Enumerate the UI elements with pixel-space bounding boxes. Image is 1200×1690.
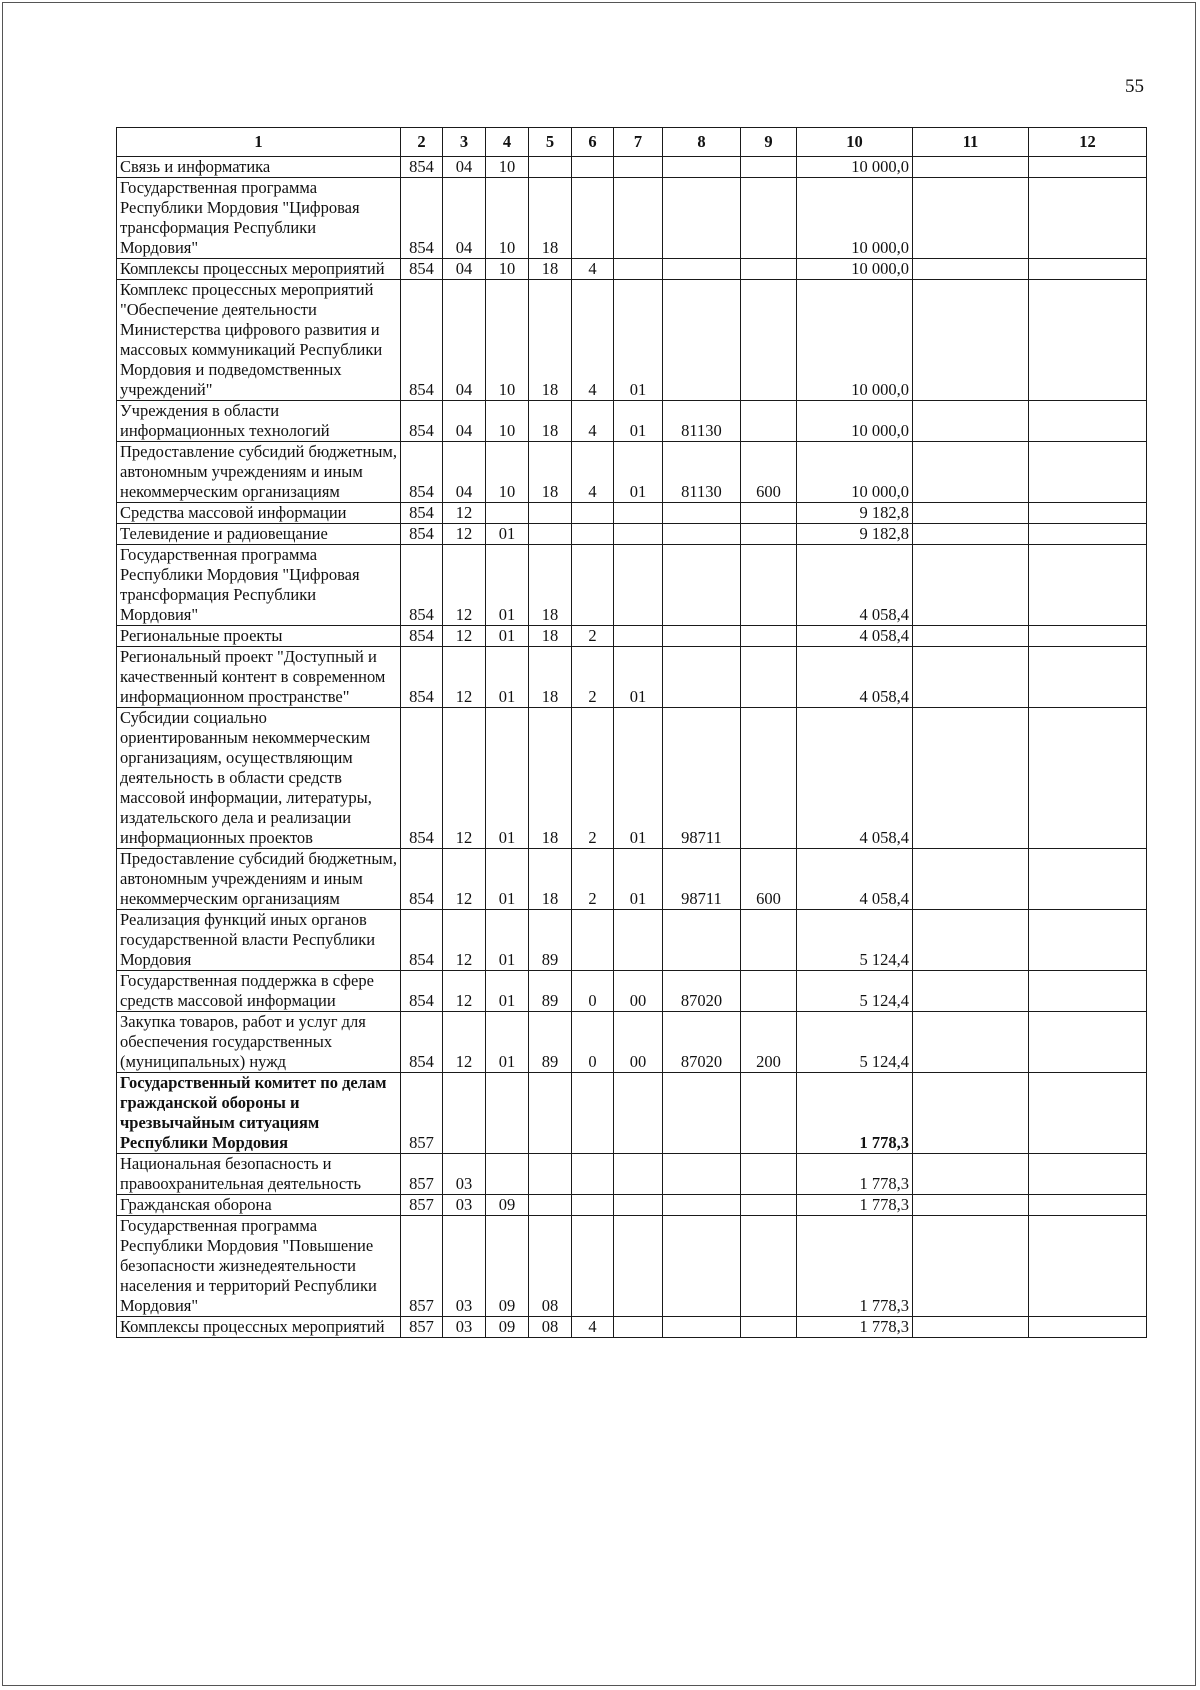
row-cell-c8	[663, 545, 741, 626]
row-cell-c8	[663, 280, 741, 401]
row-cell-c4	[486, 1154, 529, 1195]
row-name: Государственная программа Республики Мордовия "Цифровая трансформация Республики Мордовия"	[117, 545, 401, 626]
row-name: Предоставление субсидий бюджетным, автономным учреждениям и иным некоммерческим организациям	[117, 442, 401, 503]
row-cell-c12	[1029, 503, 1147, 524]
header-cell: 4	[486, 128, 529, 157]
row-cell-c2: 854	[401, 647, 443, 708]
row-cell-c6	[572, 910, 614, 971]
row-cell-c10: 4 058,4	[797, 626, 913, 647]
row-cell-c8	[663, 1195, 741, 1216]
row-cell-c8: 87020	[663, 971, 741, 1012]
table-row	[117, 178, 1147, 259]
row-cell-c4: 01	[486, 545, 529, 626]
row-cell-c9	[741, 524, 797, 545]
row-cell-c5	[529, 157, 572, 178]
row-cell-c5: 89	[529, 1012, 572, 1073]
row-cell-c10: 4 058,4	[797, 545, 913, 626]
row-cell-c2: 854	[401, 626, 443, 647]
row-cell-c9	[741, 708, 797, 849]
row-cell-c12	[1029, 280, 1147, 401]
row-cell-c2: 854	[401, 157, 443, 178]
row-cell-c8	[663, 524, 741, 545]
row-cell-c12	[1029, 545, 1147, 626]
row-cell-c5: 18	[529, 647, 572, 708]
row-cell-c6: 4	[572, 259, 614, 280]
row-cell-c12	[1029, 971, 1147, 1012]
row-cell-c5: 18	[529, 708, 572, 849]
row-cell-c6: 0	[572, 1012, 614, 1073]
row-cell-c3: 03	[443, 1154, 486, 1195]
row-cell-c6	[572, 1154, 614, 1195]
row-cell-c4: 01	[486, 971, 529, 1012]
row-cell-c12	[1029, 524, 1147, 545]
row-cell-c4: 09	[486, 1317, 529, 1338]
row-cell-c10: 5 124,4	[797, 1012, 913, 1073]
row-cell-c4: 01	[486, 708, 529, 849]
row-cell-c5: 89	[529, 971, 572, 1012]
row-cell-c10: 10 000,0	[797, 442, 913, 503]
row-cell-c5: 89	[529, 910, 572, 971]
row-cell-c9	[741, 280, 797, 401]
row-cell-c7	[614, 524, 663, 545]
row-cell-c11	[913, 1073, 1029, 1154]
row-cell-c5: 18	[529, 442, 572, 503]
row-cell-c3: 12	[443, 910, 486, 971]
row-cell-c8	[663, 626, 741, 647]
row-cell-c10: 4 058,4	[797, 647, 913, 708]
row-cell-c11	[913, 910, 1029, 971]
budget-table	[116, 127, 1147, 1338]
row-name: Комплексы процессных мероприятий	[117, 1317, 401, 1338]
row-cell-c11	[913, 503, 1029, 524]
row-cell-c11	[913, 524, 1029, 545]
row-cell-c3: 03	[443, 1195, 486, 1216]
header-cell: 3	[443, 128, 486, 157]
row-cell-c4: 01	[486, 910, 529, 971]
row-cell-c8: 87020	[663, 1012, 741, 1073]
row-cell-c8	[663, 1154, 741, 1195]
row-cell-c12	[1029, 1012, 1147, 1073]
row-name: Комплексы процессных мероприятий	[117, 259, 401, 280]
table-row	[117, 1073, 1147, 1154]
row-name: Предоставление субсидий бюджетным, автономным учреждениям и иным некоммерческим организациям	[117, 849, 401, 910]
row-cell-c8: 81130	[663, 401, 741, 442]
header-cell: 9	[741, 128, 797, 157]
row-cell-c10: 4 058,4	[797, 849, 913, 910]
row-cell-c5: 18	[529, 401, 572, 442]
row-cell-c4: 01	[486, 647, 529, 708]
row-cell-c9	[741, 401, 797, 442]
row-cell-c11	[913, 626, 1029, 647]
row-cell-c12	[1029, 1154, 1147, 1195]
row-cell-c7	[614, 910, 663, 971]
row-cell-c6: 4	[572, 1317, 614, 1338]
row-cell-c4: 10	[486, 401, 529, 442]
row-name: Средства массовой информации	[117, 503, 401, 524]
row-cell-c4: 10	[486, 280, 529, 401]
row-name: Реализация функций иных органов государственной власти Республики Мордовия	[117, 910, 401, 971]
row-cell-c11	[913, 1216, 1029, 1317]
row-cell-c7	[614, 1195, 663, 1216]
row-cell-c2: 854	[401, 401, 443, 442]
row-cell-c2: 854	[401, 442, 443, 503]
row-cell-c9: 600	[741, 849, 797, 910]
row-cell-c6	[572, 178, 614, 259]
row-cell-c2: 854	[401, 178, 443, 259]
row-cell-c10: 5 124,4	[797, 910, 913, 971]
row-cell-c7	[614, 157, 663, 178]
row-cell-c5	[529, 1195, 572, 1216]
row-cell-c3: 04	[443, 280, 486, 401]
row-cell-c11	[913, 401, 1029, 442]
row-name: Государственный комитет по делам гражданской обороны и чрезвычайным ситуациям Республики Мордовия	[117, 1073, 401, 1154]
row-cell-c9	[741, 910, 797, 971]
table-row	[117, 1317, 1147, 1338]
row-cell-c10: 10 000,0	[797, 259, 913, 280]
row-cell-c6	[572, 1195, 614, 1216]
row-cell-c7	[614, 545, 663, 626]
row-cell-c7: 01	[614, 280, 663, 401]
row-cell-c8	[663, 1073, 741, 1154]
table-body	[117, 157, 1147, 1338]
row-cell-c6: 4	[572, 442, 614, 503]
row-cell-c6: 4	[572, 280, 614, 401]
row-cell-c3: 04	[443, 157, 486, 178]
table-row	[117, 647, 1147, 708]
row-cell-c4: 09	[486, 1216, 529, 1317]
row-cell-c12	[1029, 647, 1147, 708]
row-cell-c11	[913, 1154, 1029, 1195]
row-cell-c5	[529, 503, 572, 524]
row-cell-c3: 12	[443, 626, 486, 647]
row-cell-c3: 12	[443, 524, 486, 545]
row-cell-c5: 08	[529, 1216, 572, 1317]
row-cell-c6	[572, 1073, 614, 1154]
row-cell-c4: 10	[486, 178, 529, 259]
row-cell-c9	[741, 259, 797, 280]
row-cell-c2: 857	[401, 1317, 443, 1338]
row-cell-c8: 98711	[663, 708, 741, 849]
row-cell-c5: 18	[529, 178, 572, 259]
row-cell-c9	[741, 157, 797, 178]
header-cell: 2	[401, 128, 443, 157]
row-cell-c12	[1029, 157, 1147, 178]
row-cell-c8	[663, 647, 741, 708]
row-cell-c3: 04	[443, 401, 486, 442]
row-cell-c10: 10 000,0	[797, 157, 913, 178]
row-cell-c9	[741, 1317, 797, 1338]
row-cell-c3: 12	[443, 647, 486, 708]
table-row	[117, 1012, 1147, 1073]
row-cell-c9	[741, 647, 797, 708]
row-cell-c2: 857	[401, 1073, 443, 1154]
row-name: Государственная программа Республики Мордовия "Цифровая трансформация Республики Мордовия"	[117, 178, 401, 259]
row-cell-c7: 01	[614, 442, 663, 503]
row-cell-c10: 9 182,8	[797, 503, 913, 524]
row-cell-c5: 18	[529, 259, 572, 280]
row-cell-c12	[1029, 1317, 1147, 1338]
row-cell-c9	[741, 178, 797, 259]
row-cell-c12	[1029, 259, 1147, 280]
header-cell: 8	[663, 128, 741, 157]
row-cell-c10: 10 000,0	[797, 401, 913, 442]
row-cell-c3: 12	[443, 708, 486, 849]
row-cell-c12	[1029, 708, 1147, 849]
row-cell-c4	[486, 503, 529, 524]
row-cell-c11	[913, 157, 1029, 178]
row-cell-c3: 03	[443, 1216, 486, 1317]
row-cell-c2: 857	[401, 1154, 443, 1195]
row-cell-c11	[913, 647, 1029, 708]
row-cell-c7	[614, 1317, 663, 1338]
row-name: Национальная безопасность и правоохранительная деятельность	[117, 1154, 401, 1195]
row-cell-c4: 01	[486, 626, 529, 647]
row-cell-c2: 854	[401, 259, 443, 280]
table-row	[117, 1195, 1147, 1216]
table-row	[117, 157, 1147, 178]
row-cell-c6	[572, 157, 614, 178]
row-cell-c9	[741, 1195, 797, 1216]
header-cell: 10	[797, 128, 913, 157]
row-cell-c6: 2	[572, 708, 614, 849]
row-cell-c2: 854	[401, 1012, 443, 1073]
row-cell-c11	[913, 971, 1029, 1012]
row-cell-c3: 04	[443, 259, 486, 280]
header-cell: 7	[614, 128, 663, 157]
row-cell-c8: 98711	[663, 849, 741, 910]
row-cell-c6: 4	[572, 401, 614, 442]
row-cell-c7	[614, 626, 663, 647]
header-cell: 11	[913, 128, 1029, 157]
row-cell-c12	[1029, 626, 1147, 647]
row-cell-c10: 9 182,8	[797, 524, 913, 545]
header-cell: 1	[117, 128, 401, 157]
row-name: Государственная программа Республики Мордовия "Повышение безопасности жизнедеятельности населения и территорий Республики Мордовия"	[117, 1216, 401, 1317]
row-cell-c2: 857	[401, 1195, 443, 1216]
row-cell-c9	[741, 545, 797, 626]
row-cell-c7: 01	[614, 647, 663, 708]
row-cell-c5	[529, 524, 572, 545]
row-cell-c7	[614, 178, 663, 259]
table-row	[117, 971, 1147, 1012]
row-cell-c7: 00	[614, 1012, 663, 1073]
row-cell-c10: 5 124,4	[797, 971, 913, 1012]
table-row	[117, 503, 1147, 524]
row-cell-c12	[1029, 1073, 1147, 1154]
row-cell-c11	[913, 1317, 1029, 1338]
row-cell-c9	[741, 503, 797, 524]
header-row	[117, 128, 1147, 157]
row-cell-c6	[572, 503, 614, 524]
row-name: Связь и информатика	[117, 157, 401, 178]
row-cell-c3: 03	[443, 1317, 486, 1338]
row-cell-c6: 2	[572, 849, 614, 910]
row-cell-c2: 854	[401, 708, 443, 849]
table-row	[117, 1154, 1147, 1195]
table-row	[117, 708, 1147, 849]
row-cell-c11	[913, 1012, 1029, 1073]
table-row	[117, 849, 1147, 910]
row-cell-c7	[614, 1154, 663, 1195]
row-cell-c3: 04	[443, 178, 486, 259]
row-cell-c5: 18	[529, 545, 572, 626]
row-cell-c6: 2	[572, 647, 614, 708]
row-name: Учреждения в области информационных технологий	[117, 401, 401, 442]
row-cell-c5	[529, 1154, 572, 1195]
page-number: 55	[1125, 76, 1144, 97]
row-cell-c8	[663, 157, 741, 178]
row-cell-c8	[663, 503, 741, 524]
row-cell-c8	[663, 910, 741, 971]
row-cell-c5: 08	[529, 1317, 572, 1338]
table-row	[117, 280, 1147, 401]
row-cell-c5	[529, 1073, 572, 1154]
table-row	[117, 524, 1147, 545]
row-name: Субсидии социально ориентированным некоммерческим организациям, осуществляющим деятельность в области средств массовой информации, литературы, издательского дела и реализации информационных проектов	[117, 708, 401, 849]
row-cell-c10: 1 778,3	[797, 1154, 913, 1195]
row-cell-c3: 04	[443, 442, 486, 503]
row-cell-c12	[1029, 401, 1147, 442]
row-cell-c11	[913, 1195, 1029, 1216]
row-cell-c8	[663, 1216, 741, 1317]
table-row	[117, 626, 1147, 647]
row-cell-c10: 10 000,0	[797, 178, 913, 259]
row-cell-c7	[614, 1216, 663, 1317]
table-row	[117, 259, 1147, 280]
row-cell-c11	[913, 849, 1029, 910]
table-row	[117, 442, 1147, 503]
row-name: Гражданская оборона	[117, 1195, 401, 1216]
row-cell-c5: 18	[529, 626, 572, 647]
row-cell-c4: 10	[486, 259, 529, 280]
header-cell: 5	[529, 128, 572, 157]
row-cell-c3: 12	[443, 849, 486, 910]
row-cell-c8	[663, 1317, 741, 1338]
row-cell-c2: 854	[401, 849, 443, 910]
row-cell-c11	[913, 259, 1029, 280]
row-cell-c10: 4 058,4	[797, 708, 913, 849]
row-cell-c4: 10	[486, 157, 529, 178]
row-cell-c6: 0	[572, 971, 614, 1012]
row-cell-c2: 854	[401, 280, 443, 401]
row-cell-c12	[1029, 442, 1147, 503]
row-cell-c4	[486, 1073, 529, 1154]
row-cell-c7: 01	[614, 401, 663, 442]
row-cell-c12	[1029, 1216, 1147, 1317]
header-cell: 6	[572, 128, 614, 157]
row-cell-c3: 12	[443, 1012, 486, 1073]
row-cell-c2: 857	[401, 1216, 443, 1317]
row-cell-c6	[572, 545, 614, 626]
row-cell-c9	[741, 1216, 797, 1317]
row-cell-c4: 09	[486, 1195, 529, 1216]
row-cell-c2: 854	[401, 971, 443, 1012]
row-cell-c2: 854	[401, 524, 443, 545]
table-row	[117, 1216, 1147, 1317]
row-cell-c11	[913, 442, 1029, 503]
row-cell-c3: 12	[443, 545, 486, 626]
row-cell-c12	[1029, 849, 1147, 910]
row-cell-c2: 854	[401, 545, 443, 626]
row-cell-c10: 1 778,3	[797, 1195, 913, 1216]
row-cell-c10: 1 778,3	[797, 1216, 913, 1317]
row-cell-c8	[663, 259, 741, 280]
table-row	[117, 401, 1147, 442]
row-cell-c4: 01	[486, 849, 529, 910]
row-cell-c6	[572, 524, 614, 545]
row-name: Региональный проект "Доступный и качественный контент в современном информационном пространстве"	[117, 647, 401, 708]
row-cell-c6: 2	[572, 626, 614, 647]
row-cell-c5: 18	[529, 280, 572, 401]
row-cell-c8: 81130	[663, 442, 741, 503]
row-cell-c9	[741, 626, 797, 647]
row-cell-c7: 01	[614, 708, 663, 849]
row-cell-c11	[913, 545, 1029, 626]
row-cell-c3	[443, 1073, 486, 1154]
row-cell-c2: 854	[401, 910, 443, 971]
row-cell-c10: 10 000,0	[797, 280, 913, 401]
row-name: Региональные проекты	[117, 626, 401, 647]
row-cell-c4: 10	[486, 442, 529, 503]
row-cell-c7: 01	[614, 849, 663, 910]
row-cell-c10: 1 778,3	[797, 1073, 913, 1154]
row-cell-c7: 00	[614, 971, 663, 1012]
row-name: Телевидение и радиовещание	[117, 524, 401, 545]
row-cell-c9	[741, 1154, 797, 1195]
row-cell-c12	[1029, 910, 1147, 971]
row-cell-c4: 01	[486, 524, 529, 545]
row-cell-c9	[741, 1073, 797, 1154]
row-cell-c3: 12	[443, 971, 486, 1012]
row-name: Государственная поддержка в сфере средств массовой информации	[117, 971, 401, 1012]
row-cell-c9: 600	[741, 442, 797, 503]
row-cell-c5: 18	[529, 849, 572, 910]
table-row	[117, 910, 1147, 971]
row-cell-c12	[1029, 178, 1147, 259]
row-cell-c10: 1 778,3	[797, 1317, 913, 1338]
row-cell-c7	[614, 503, 663, 524]
row-cell-c11	[913, 178, 1029, 259]
row-cell-c6	[572, 1216, 614, 1317]
row-cell-c12	[1029, 1195, 1147, 1216]
header-cell: 12	[1029, 128, 1147, 157]
table-row	[117, 545, 1147, 626]
row-cell-c2: 854	[401, 503, 443, 524]
row-cell-c7	[614, 259, 663, 280]
row-cell-c11	[913, 280, 1029, 401]
row-cell-c11	[913, 708, 1029, 849]
row-cell-c3: 12	[443, 503, 486, 524]
row-name: Закупка товаров, работ и услуг для обеспечения государственных (муниципальных) нужд	[117, 1012, 401, 1073]
row-name: Комплекс процессных мероприятий "Обеспечение деятельности Министерства цифрового развития и массовых коммуникаций Республики Мордовия и подведомственных учреждений"	[117, 280, 401, 401]
row-cell-c7	[614, 1073, 663, 1154]
row-cell-c4: 01	[486, 1012, 529, 1073]
row-cell-c9	[741, 971, 797, 1012]
row-cell-c8	[663, 178, 741, 259]
row-cell-c9: 200	[741, 1012, 797, 1073]
